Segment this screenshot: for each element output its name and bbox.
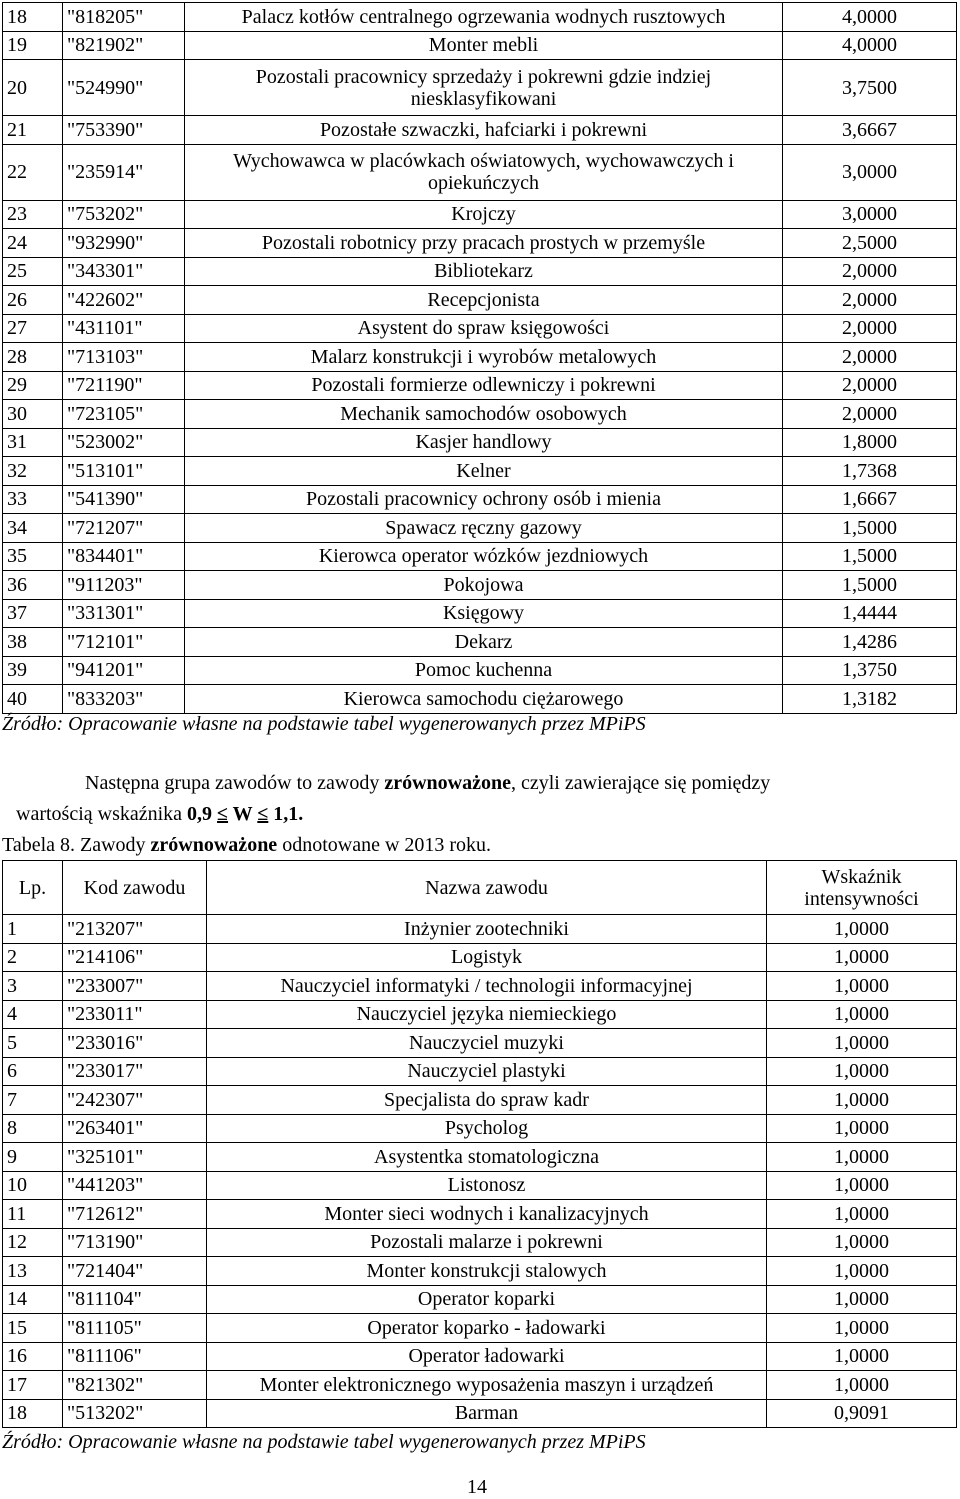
cell-wsk: 1,0000: [767, 1371, 957, 1400]
table-row: [3, 1200, 957, 1229]
cell-lp: 20: [3, 60, 63, 116]
cell-nazwa: Monter konstrukcji stalowych: [207, 1257, 767, 1286]
cell-lp: 4: [3, 1000, 63, 1029]
cell-nazwa: Krojczy: [185, 200, 783, 229]
cell-lp: 40: [3, 685, 63, 714]
cell-lp: 7: [3, 1086, 63, 1115]
table-row: [3, 343, 957, 372]
table-header-row: [3, 861, 957, 915]
cell-wsk: 1,4444: [783, 599, 957, 628]
cell-lp: 1: [3, 915, 63, 944]
table-row: [3, 200, 957, 229]
table-row: [3, 656, 957, 685]
cell-wsk: 1,8000: [783, 428, 957, 457]
table-source-note: Źródło: Opracowanie własne na podstawie tabel wygenerowanych przez MPiPS: [2, 713, 646, 735]
cell-wsk: 1,0000: [767, 1143, 957, 1172]
cell-lp: 3: [3, 972, 63, 1001]
cell-kod: "233017": [63, 1057, 207, 1086]
cell-nazwa: Specjalista do spraw kadr: [207, 1086, 767, 1115]
cell-nazwa: Asystent do spraw księgowości: [185, 314, 783, 343]
cell-lp: 27: [3, 314, 63, 343]
cell-nazwa: Pozostałe szwaczki, hafciarki i pokrewni: [185, 116, 783, 145]
cell-nazwa: Kierowca operator wózków jezdniowych: [185, 542, 783, 571]
cell-kod: "811106": [63, 1342, 207, 1371]
table-row: [3, 116, 957, 145]
cell-nazwa: Kasjer handlowy: [185, 428, 783, 457]
cell-wsk: 2,0000: [783, 286, 957, 315]
cell-wsk: 2,0000: [783, 257, 957, 286]
cell-lp: 33: [3, 485, 63, 514]
table-row: [3, 1257, 957, 1286]
table-row: [3, 1057, 957, 1086]
paragraph-text: wartością wskaźnika: [16, 803, 188, 825]
balanced-occupations-table: [2, 860, 957, 1428]
cell-nazwa: Operator ładowarki: [207, 1342, 767, 1371]
cell-kod: "441203": [63, 1171, 207, 1200]
cell-lp: 29: [3, 371, 63, 400]
cell-kod: "242307": [63, 1086, 207, 1115]
table-row: [3, 1399, 957, 1428]
cell-kod: "753202": [63, 200, 185, 229]
paragraph-text: Następna grupa zawodów to zawody: [85, 772, 385, 794]
cell-nazwa: Nauczyciel muzyki: [207, 1029, 767, 1058]
range-lower-bound: 0,9: [187, 803, 218, 825]
cell-wsk: 1,0000: [767, 1000, 957, 1029]
cell-lp: 31: [3, 428, 63, 457]
cell-kod: "523002": [63, 428, 185, 457]
cell-kod: "723105": [63, 400, 185, 429]
cell-kod: "753390": [63, 116, 185, 145]
cell-wsk: 1,0000: [767, 915, 957, 944]
range-upper-bound: 1,1.: [268, 803, 304, 825]
table-row: [3, 599, 957, 628]
cell-lp: 36: [3, 571, 63, 600]
cell-nazwa: Monter elektronicznego wyposażenia maszyn i urządzeń: [207, 1371, 767, 1400]
table-row: [3, 542, 957, 571]
table-row: [3, 1171, 957, 1200]
table-row: [3, 400, 957, 429]
cell-kod: "214106": [63, 943, 207, 972]
cell-lp: 16: [3, 1342, 63, 1371]
cell-lp: 6: [3, 1057, 63, 1086]
cell-lp: 28: [3, 343, 63, 372]
cell-wsk: 1,0000: [767, 1200, 957, 1229]
cell-kod: "213207": [63, 915, 207, 944]
table-row: [3, 314, 957, 343]
cell-kod: "811104": [63, 1285, 207, 1314]
cell-nazwa: Nauczyciel informatyki / technologii informacyjnej: [207, 972, 767, 1001]
table-row: [3, 371, 957, 400]
cell-nazwa: Bibliotekarz: [185, 257, 783, 286]
cell-nazwa: Monter sieci wodnych i kanalizacyjnych: [207, 1200, 767, 1229]
balanced-table-body: [3, 915, 957, 1428]
table-row: [3, 514, 957, 543]
cell-wsk: 1,0000: [767, 1171, 957, 1200]
paragraph-bold-term: zrównoważone: [384, 772, 511, 794]
cell-lp: 12: [3, 1228, 63, 1257]
cell-wsk: 1,0000: [767, 1285, 957, 1314]
cell-nazwa: Pozostali pracownicy ochrony osób i mienia: [185, 485, 783, 514]
cell-kod: "721190": [63, 371, 185, 400]
cell-wsk: 3,0000: [783, 144, 957, 200]
cell-wsk: 1,0000: [767, 1057, 957, 1086]
cell-lp: 25: [3, 257, 63, 286]
cell-nazwa: Pozostali pracownicy sprzedaży i pokrewni gdzie indziej niesklasyfikowani: [185, 60, 783, 116]
table-row: [3, 1114, 957, 1143]
cell-kod: "513202": [63, 1399, 207, 1428]
cell-kod: "911203": [63, 571, 185, 600]
cell-kod: "233007": [63, 972, 207, 1001]
cell-lp: 5: [3, 1029, 63, 1058]
cell-wsk: 1,0000: [767, 972, 957, 1001]
cell-wsk: 1,6667: [783, 485, 957, 514]
cell-nazwa: Inżynier zootechniki: [207, 915, 767, 944]
cell-nazwa: Pozostali robotnicy przy pracach prostych w przemyśle: [185, 229, 783, 258]
cell-wsk: 2,5000: [783, 229, 957, 258]
cell-nazwa: Nauczyciel języka niemieckiego: [207, 1000, 767, 1029]
cell-nazwa: Psycholog: [207, 1114, 767, 1143]
cell-kod: "513101": [63, 457, 185, 486]
table-row: [3, 60, 957, 116]
cell-lp: 18: [3, 3, 63, 32]
cell-nazwa: Pozostali formierze odlewniczy i pokrewni: [185, 371, 783, 400]
table-row: [3, 428, 957, 457]
paragraph-text: , czyli zawierające się pomiędzy: [511, 772, 771, 794]
cell-kod: "713103": [63, 343, 185, 372]
cell-wsk: 1,0000: [767, 943, 957, 972]
cell-wsk: 1,5000: [783, 571, 957, 600]
cell-wsk: 2,0000: [783, 400, 957, 429]
table-row: [3, 485, 957, 514]
cell-nazwa: Nauczyciel plastyki: [207, 1057, 767, 1086]
cell-kod: "431101": [63, 314, 185, 343]
cell-wsk: 1,0000: [767, 1029, 957, 1058]
cell-wsk: 4,0000: [783, 3, 957, 32]
cell-lp: 26: [3, 286, 63, 315]
table-row: [3, 915, 957, 944]
page-number: 14: [467, 1476, 487, 1498]
cell-lp: 24: [3, 229, 63, 258]
cell-nazwa: Monter mebli: [185, 31, 783, 60]
cell-kod: "325101": [63, 1143, 207, 1172]
less-equal-sign: ≤: [257, 803, 269, 825]
cell-wsk: 0,9091: [767, 1399, 957, 1428]
cell-nazwa: Malarz konstrukcji i wyrobów metalowych: [185, 343, 783, 372]
table-row: [3, 31, 957, 60]
table-source-note: Źródło: Opracowanie własne na podstawie tabel wygenerowanych przez MPiPS: [2, 1431, 646, 1453]
cell-nazwa: Kelner: [185, 457, 783, 486]
cell-wsk: 1,0000: [767, 1228, 957, 1257]
cell-kod: "233016": [63, 1029, 207, 1058]
header-kod: Kod zawodu: [63, 861, 207, 915]
cell-kod: "833203": [63, 685, 185, 714]
table-row: [3, 1143, 957, 1172]
cell-nazwa: Mechanik samochodów osobowych: [185, 400, 783, 429]
table-row: [3, 1371, 957, 1400]
less-equal-sign: ≤: [217, 803, 229, 825]
cell-nazwa: Księgowy: [185, 599, 783, 628]
table-row: [3, 457, 957, 486]
table-row: [3, 1029, 957, 1058]
cell-lp: 10: [3, 1171, 63, 1200]
cell-nazwa: Listonosz: [207, 1171, 767, 1200]
table-row: [3, 3, 957, 32]
cell-nazwa: Spawacz ręczny gazowy: [185, 514, 783, 543]
cell-kod: "233011": [63, 1000, 207, 1029]
cell-lp: 37: [3, 599, 63, 628]
cell-kod: "422602": [63, 286, 185, 315]
cell-kod: "712101": [63, 628, 185, 657]
cell-lp: 30: [3, 400, 63, 429]
table-row: [3, 685, 957, 714]
cell-kod: "818205": [63, 3, 185, 32]
cell-nazwa: Recepcjonista: [185, 286, 783, 315]
cell-nazwa: Palacz kotłów centralnego ogrzewania wodnych rusztowych: [185, 3, 783, 32]
cell-nazwa: Barman: [207, 1399, 767, 1428]
cell-lp: 13: [3, 1257, 63, 1286]
header-nazwa: Nazwa zawodu: [207, 861, 767, 915]
caption-bold-term: zrównoważone: [150, 834, 278, 856]
header-wskaznik: Wskaźnik intensywności: [767, 861, 957, 915]
cell-lp: 32: [3, 457, 63, 486]
cell-kod: "834401": [63, 542, 185, 571]
cell-kod: "821902": [63, 31, 185, 60]
cell-kod: "713190": [63, 1228, 207, 1257]
table-row: [3, 571, 957, 600]
cell-kod: "721404": [63, 1257, 207, 1286]
cell-lp: 14: [3, 1285, 63, 1314]
cell-kod: "721207": [63, 514, 185, 543]
cell-kod: "821302": [63, 1371, 207, 1400]
table-row: [3, 628, 957, 657]
table-row: [3, 229, 957, 258]
cell-wsk: 1,0000: [767, 1086, 957, 1115]
cell-lp: 39: [3, 656, 63, 685]
table-row: [3, 1086, 957, 1115]
cell-lp: 23: [3, 200, 63, 229]
cell-kod: "263401": [63, 1114, 207, 1143]
table-row: [3, 972, 957, 1001]
cell-nazwa: Dekarz: [185, 628, 783, 657]
cell-kod: "712612": [63, 1200, 207, 1229]
table-row: [3, 144, 957, 200]
cell-kod: "235914": [63, 144, 185, 200]
table-row: [3, 943, 957, 972]
caption-text: Tabela 8. Zawody: [2, 834, 151, 856]
cell-lp: 15: [3, 1314, 63, 1343]
cell-nazwa: Wychowawca w placówkach oświatowych, wychowawczych i opiekuńczych: [185, 144, 783, 200]
caption-text: odnotowane w 2013 roku.: [277, 834, 492, 856]
cell-wsk: 1,0000: [767, 1342, 957, 1371]
cell-kod: "541390": [63, 485, 185, 514]
cell-nazwa: Pozostali malarze i pokrewni: [207, 1228, 767, 1257]
cell-kod: "331301": [63, 599, 185, 628]
cell-wsk: 1,0000: [767, 1257, 957, 1286]
cell-wsk: 3,7500: [783, 60, 957, 116]
cell-nazwa: Operator koparki: [207, 1285, 767, 1314]
cell-kod: "343301": [63, 257, 185, 286]
cell-nazwa: Logistyk: [207, 943, 767, 972]
cell-wsk: 4,0000: [783, 31, 957, 60]
table-row: [3, 1342, 957, 1371]
header-lp: Lp.: [3, 861, 63, 915]
cell-lp: 2: [3, 943, 63, 972]
table-row: [3, 257, 957, 286]
cell-wsk: 2,0000: [783, 343, 957, 372]
table-caption: [2, 834, 491, 857]
cell-lp: 34: [3, 514, 63, 543]
cell-kod: "941201": [63, 656, 185, 685]
cell-wsk: 1,7368: [783, 457, 957, 486]
cell-nazwa: Kierowca samochodu ciężarowego: [185, 685, 783, 714]
cell-nazwa: Pokojowa: [185, 571, 783, 600]
cell-lp: 21: [3, 116, 63, 145]
cell-kod: "524990": [63, 60, 185, 116]
cell-wsk: 1,3750: [783, 656, 957, 685]
cell-lp: 35: [3, 542, 63, 571]
cell-nazwa: Asystentka stomatologiczna: [207, 1143, 767, 1172]
cell-lp: 8: [3, 1114, 63, 1143]
cell-wsk: 1,3182: [783, 685, 957, 714]
cell-nazwa: Pomoc kuchenna: [185, 656, 783, 685]
table-row: [3, 1285, 957, 1314]
cell-lp: 19: [3, 31, 63, 60]
cell-wsk: 1,5000: [783, 542, 957, 571]
cell-wsk: 1,0000: [767, 1114, 957, 1143]
table-row: [3, 1228, 957, 1257]
paragraph-line-2: [16, 803, 303, 826]
occupations-table-continued: [2, 2, 957, 714]
cell-lp: 22: [3, 144, 63, 200]
cell-lp: 38: [3, 628, 63, 657]
cell-wsk: 2,0000: [783, 371, 957, 400]
cell-wsk: 1,5000: [783, 514, 957, 543]
cell-kod: "811105": [63, 1314, 207, 1343]
cell-lp: 18: [3, 1399, 63, 1428]
table-row: [3, 1000, 957, 1029]
cell-wsk: 3,6667: [783, 116, 957, 145]
table-row: [3, 286, 957, 315]
cell-wsk: 1,0000: [767, 1314, 957, 1343]
paragraph-line-1: [85, 772, 945, 795]
cell-lp: 9: [3, 1143, 63, 1172]
cell-lp: 17: [3, 1371, 63, 1400]
cell-wsk: 2,0000: [783, 314, 957, 343]
range-variable: W: [228, 803, 258, 825]
cell-wsk: 1,4286: [783, 628, 957, 657]
cell-nazwa: Operator koparko - ładowarki: [207, 1314, 767, 1343]
cell-lp: 11: [3, 1200, 63, 1229]
cell-kod: "932990": [63, 229, 185, 258]
cell-wsk: 3,0000: [783, 200, 957, 229]
table-row: [3, 1314, 957, 1343]
occupations-table-body: [3, 3, 957, 714]
